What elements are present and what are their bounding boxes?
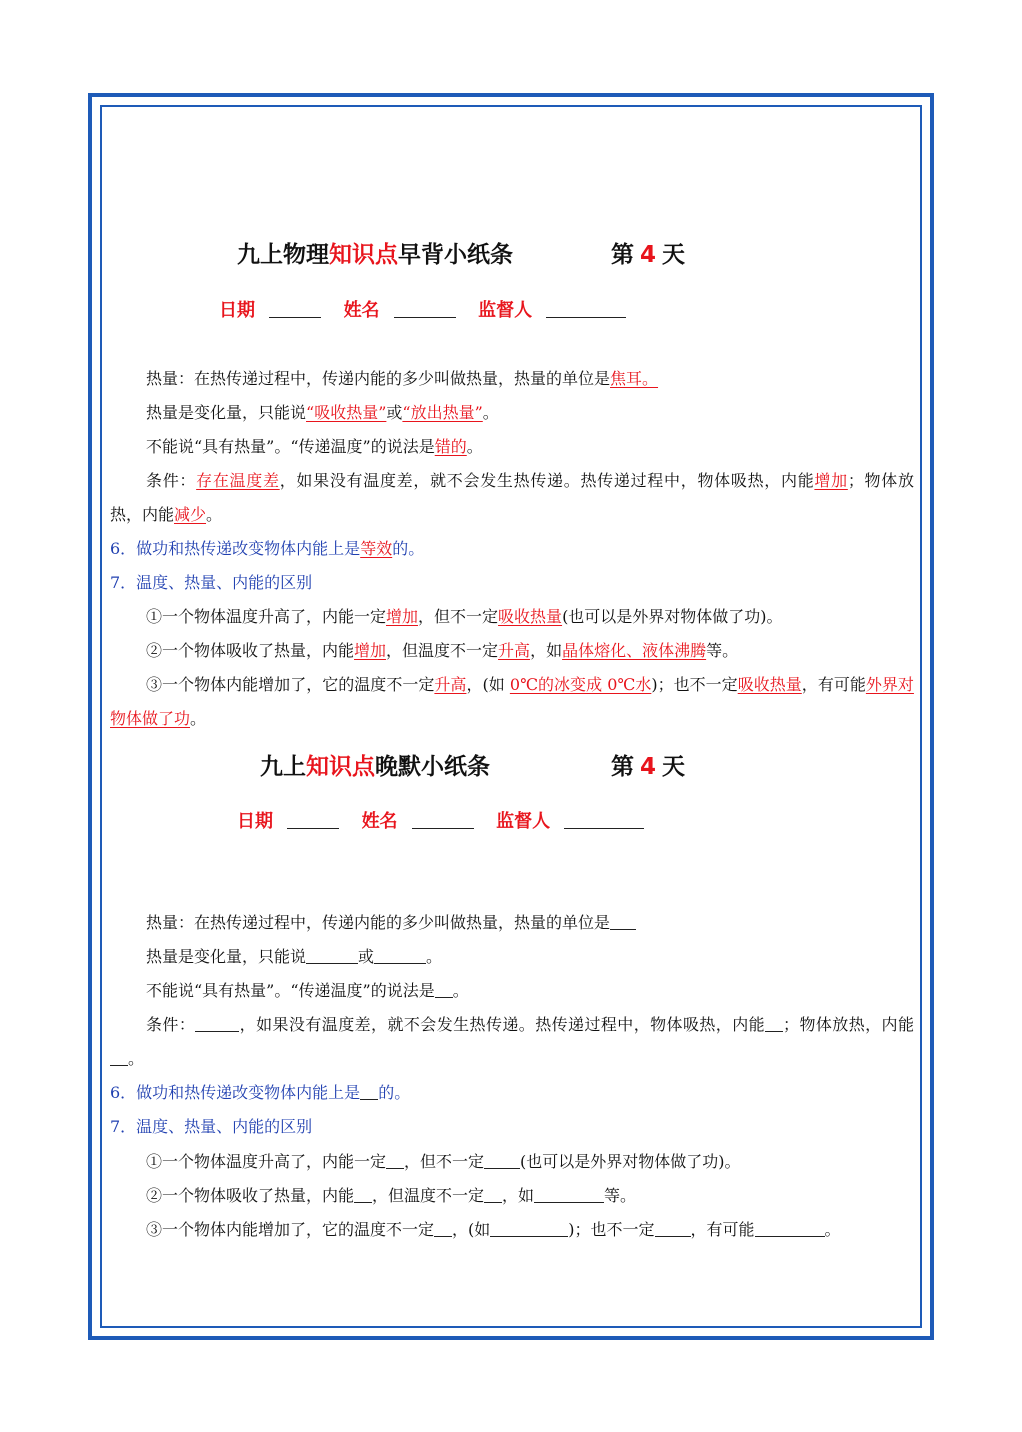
evening-case-2	[110, 1179, 950, 1213]
evening-line-7	[110, 1110, 914, 1144]
answer-blank[interactable]	[306, 947, 358, 964]
title-highlight: 知识点	[306, 754, 375, 780]
text: ，但不一定	[418, 607, 499, 626]
evening-meta	[237, 807, 644, 833]
text: ②一个物体吸收了热量，内能	[146, 641, 355, 660]
day-prefix: 第	[611, 242, 634, 268]
text: 热量：在热传递过程中，传递内能的多少叫做热量，热量的单位是	[146, 913, 611, 932]
name-label: 姓名	[343, 300, 380, 321]
evening-line-cannot	[110, 974, 950, 1008]
text: 6．做功和热传递改变物体内能上是	[110, 539, 361, 558]
answer-blank[interactable]	[386, 1152, 404, 1169]
answer: 增加	[386, 607, 419, 626]
morning-case-2	[110, 634, 950, 668]
answer: 焦耳。	[610, 369, 659, 388]
text: 不能说“具有热量”。“传递温度”的说法是	[146, 437, 435, 456]
text: ①一个物体温度升高了，内能一定	[146, 607, 387, 626]
answer-blank[interactable]	[434, 1220, 452, 1237]
answer: 0℃的冰变成 0℃水	[509, 675, 652, 694]
date-blank[interactable]	[269, 301, 321, 318]
answer-blank[interactable]	[490, 1220, 568, 1237]
text: ，有可能	[690, 1220, 755, 1239]
text: 不能说“具有热量”。“传递温度”的说法是	[146, 981, 435, 1000]
text: 7．温度、热量、内能的区别	[110, 1117, 313, 1136]
answer-blank[interactable]	[435, 981, 453, 998]
answer: 错的	[434, 437, 467, 456]
title-part: 九上	[260, 754, 306, 780]
answer-blank[interactable]	[655, 1220, 691, 1237]
answer: 减少	[174, 505, 207, 524]
evening-line-6	[110, 1076, 914, 1110]
text: ②一个物体吸收了热量，内能	[146, 1186, 355, 1205]
answer-blank[interactable]	[484, 1186, 502, 1203]
date-label: 日期	[219, 300, 255, 321]
text: )；也不一定	[568, 1220, 655, 1239]
answer: 存在温度差	[196, 471, 280, 490]
title-part: 晚默小纸条	[375, 754, 490, 780]
text: 6．做功和热传递改变物体内能上是	[110, 1083, 361, 1102]
answer-blank[interactable]	[110, 1049, 128, 1066]
text: 条件：	[146, 1015, 196, 1034]
answer-blank[interactable]	[765, 1015, 783, 1032]
answer: 增加	[354, 641, 387, 660]
text: ，有可能	[801, 675, 866, 694]
answer-blank[interactable]	[755, 1220, 825, 1237]
text: 等。	[706, 641, 739, 660]
answer-blank[interactable]	[195, 1015, 239, 1032]
text: 。	[824, 1220, 841, 1239]
morning-line-condition	[110, 464, 914, 532]
text: 。	[426, 947, 443, 966]
day-suffix: 天	[662, 242, 686, 268]
text: ，(如	[466, 675, 510, 694]
text: )；也不一定	[651, 675, 738, 694]
evening-day	[611, 748, 685, 781]
text: (也可以是外界对物体做了功)。	[562, 607, 783, 626]
supervisor-label: 监督人	[496, 811, 551, 832]
answer: 等效	[360, 539, 393, 558]
supervisor-label: 监督人	[478, 300, 533, 321]
answer: 升高	[498, 641, 531, 660]
text: 。	[128, 1049, 145, 1068]
text: 。	[190, 709, 207, 728]
morning-title	[237, 236, 513, 269]
morning-day	[611, 236, 685, 269]
text: ；物体放热，内能	[783, 1015, 914, 1034]
evening-line-variable	[110, 940, 950, 974]
answer: “吸收热量”	[306, 403, 387, 422]
answer: 吸收热量	[498, 607, 563, 626]
morning-line-7	[110, 566, 914, 600]
text: 。	[466, 437, 483, 456]
answer: 外界对物体做了功	[110, 675, 914, 728]
answer-blank[interactable]	[534, 1186, 604, 1203]
text: (也可以是外界对物体做了功)。	[520, 1152, 741, 1171]
text: 热量是变化量，只能说	[146, 403, 307, 422]
answer: “放出热量”	[402, 403, 483, 422]
answer-blank[interactable]	[374, 947, 426, 964]
day-prefix: 第	[611, 754, 634, 780]
text: 条件：	[146, 471, 197, 490]
morning-line-variable	[110, 396, 950, 430]
text: ，但温度不一定	[372, 1186, 485, 1205]
answer: 升高	[434, 675, 467, 694]
text: 或	[386, 403, 403, 422]
title-part: 早背小纸条	[398, 242, 513, 268]
morning-line-cannot	[110, 430, 950, 464]
text: ，如	[530, 641, 563, 660]
day-suffix: 天	[662, 754, 686, 780]
name-blank[interactable]	[394, 301, 456, 318]
date-blank[interactable]	[287, 812, 339, 829]
text: ，但温度不一定	[386, 641, 499, 660]
text: 的。	[392, 539, 425, 558]
answer: 晶体熔化、液体沸腾	[562, 641, 707, 660]
text: 的。	[378, 1083, 411, 1102]
text: ，但不一定	[404, 1152, 485, 1171]
supervisor-blank[interactable]	[564, 812, 644, 829]
text: ；物体放热，内能	[110, 471, 914, 524]
name-blank[interactable]	[412, 812, 474, 829]
text: 等。	[604, 1186, 637, 1205]
text: ，(如	[452, 1220, 491, 1239]
name-label: 姓名	[361, 811, 398, 832]
text: 7．温度、热量、内能的区别	[110, 573, 313, 592]
text: ③一个物体内能增加了，它的温度不一定	[146, 675, 435, 694]
text: ③一个物体内能增加了，它的温度不一定	[146, 1220, 435, 1239]
evening-title	[260, 748, 490, 781]
answer-blank[interactable]	[610, 913, 636, 930]
day-number: 4	[640, 754, 657, 780]
title-highlight: 知识点	[329, 242, 398, 268]
answer-blank[interactable]	[360, 1083, 378, 1100]
morning-line-heat	[110, 362, 950, 396]
text: 或	[358, 947, 375, 966]
evening-case-1	[110, 1145, 950, 1179]
answer-blank[interactable]	[484, 1152, 520, 1169]
text: ，如	[502, 1186, 535, 1205]
evening-line-condition	[110, 1008, 914, 1076]
text: 。	[206, 505, 223, 524]
day-number: 4	[640, 242, 657, 268]
answer: 吸收热量	[737, 675, 802, 694]
text: ，如果没有温度差，就不会发生热传递。热传递过程中，物体吸热，内能	[239, 1015, 766, 1034]
morning-case-3	[110, 668, 914, 736]
morning-case-1	[110, 600, 950, 634]
text: 热量是变化量，只能说	[146, 947, 307, 966]
morning-meta	[219, 296, 626, 322]
text: 热量：在热传递过程中，传递内能的多少叫做热量，热量的单位是	[146, 369, 611, 388]
date-label: 日期	[237, 811, 273, 832]
text: 。	[452, 981, 469, 1000]
text: 。	[482, 403, 499, 422]
evening-line-heat	[110, 906, 950, 940]
text: ，如果没有温度差，就不会发生热传递。热传递过程中，物体吸热，内能	[279, 471, 815, 490]
title-part: 九上物理	[237, 242, 329, 268]
answer-blank[interactable]	[354, 1186, 372, 1203]
evening-case-3	[110, 1213, 950, 1247]
supervisor-blank[interactable]	[546, 301, 626, 318]
morning-line-6	[110, 532, 914, 566]
answer: 增加	[814, 471, 848, 490]
text: ①一个物体温度升高了，内能一定	[146, 1152, 387, 1171]
